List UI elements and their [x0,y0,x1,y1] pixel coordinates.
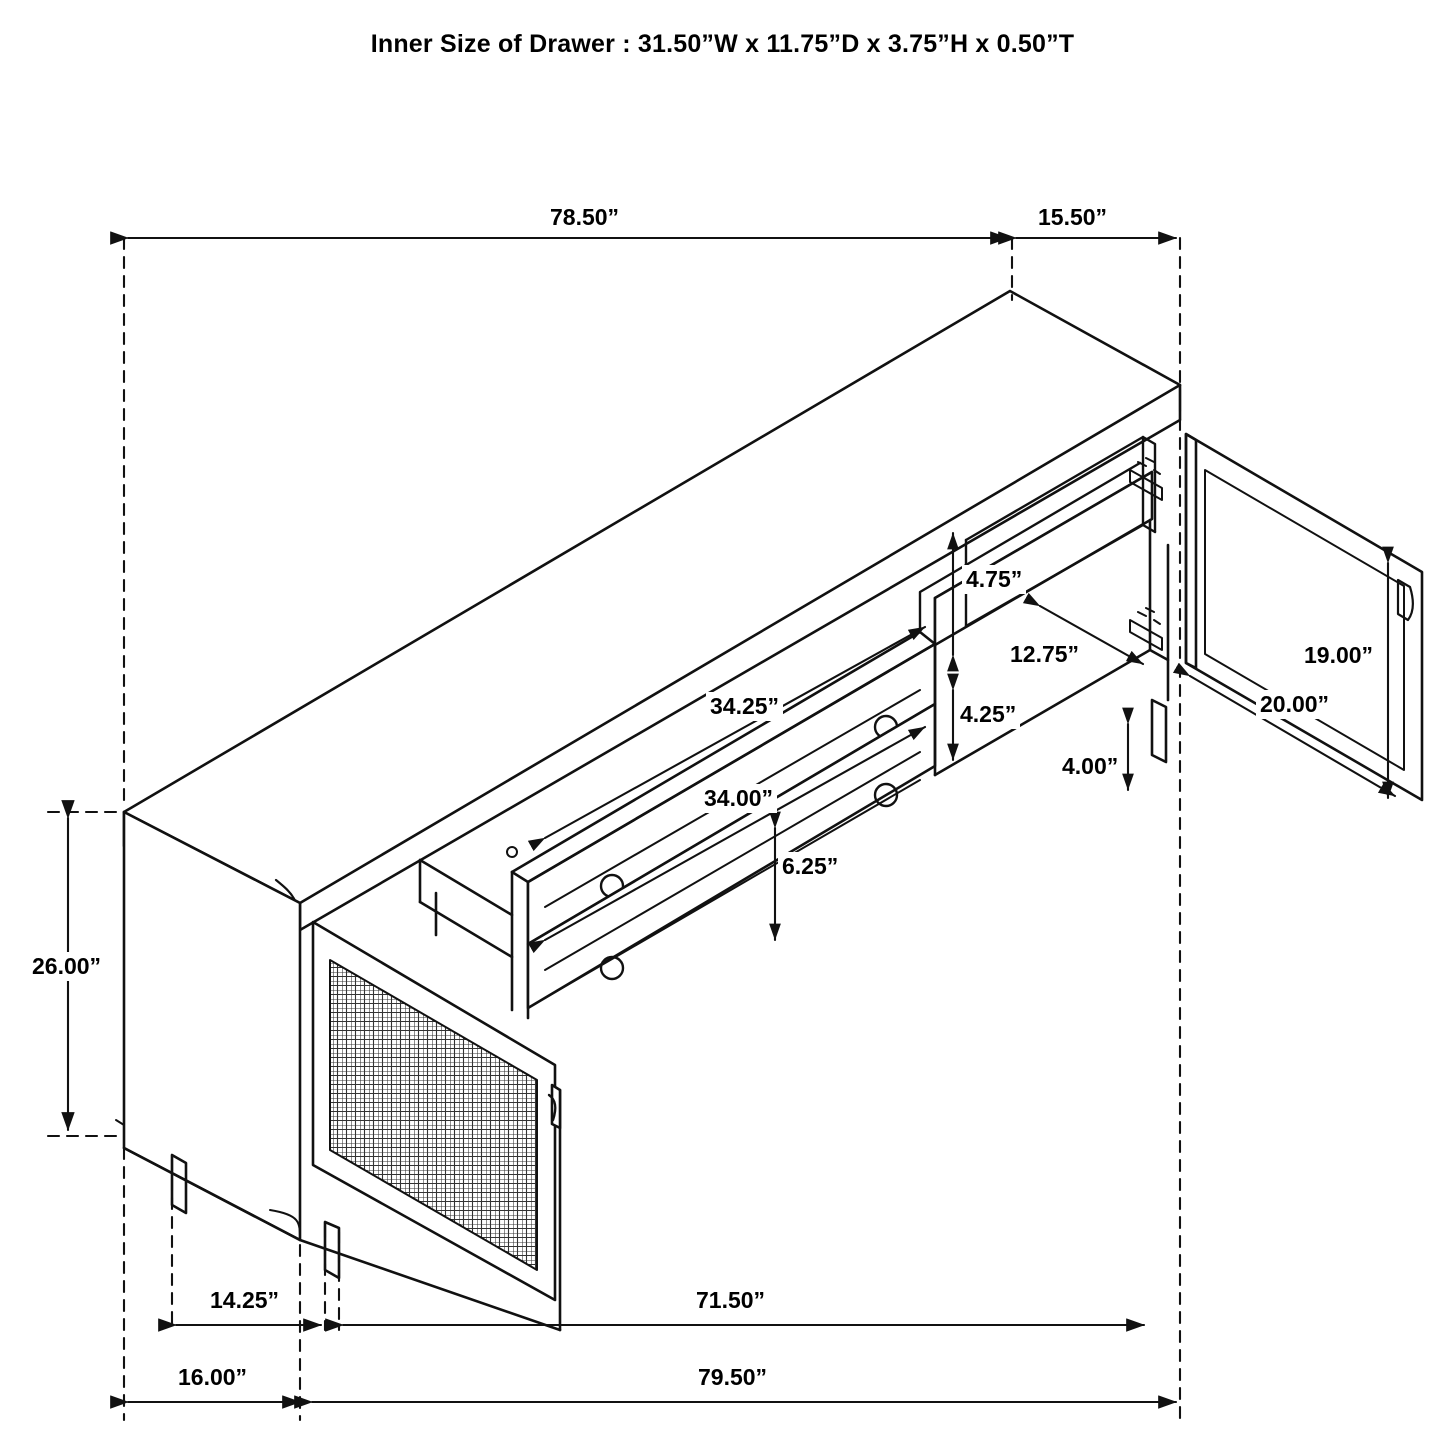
dim-label-overall-height: 26.00” [28,952,105,981]
dim-label-cabinet-interior-width: 12.75” [1006,640,1083,669]
dim-label-drawer-stack-height: 6.25” [778,852,842,881]
page-title: Inner Size of Drawer : 31.50”W x 11.75”D x 3.75”H x 0.50”T [370,30,1075,58]
dim-label-left-side-depth: 16.00” [174,1363,251,1392]
dim-label-lower-shelf-height: 4.00” [1058,752,1122,781]
dim-label-shelf-opening-height: 4.75” [962,565,1026,594]
dim-label-overall-top-right-depth: 15.50” [1034,203,1111,232]
dim-label-drawer-box-width: 34.00” [700,784,777,813]
dim-label-door-panel-height: 19.00” [1300,641,1377,670]
dim-label-overall-width: 79.50” [694,1363,771,1392]
dim-label-overall-top-left-width: 78.50” [546,203,623,232]
dim-label-left-door-width: 14.25” [206,1286,283,1315]
dim-label-drawer-front-height: 4.25” [956,700,1020,729]
dim-label-front-span-width: 71.50” [692,1286,769,1315]
dim-label-door-panel-width: 20.00” [1256,690,1333,719]
dim-label-drawer-opening-width: 34.25” [706,692,783,721]
